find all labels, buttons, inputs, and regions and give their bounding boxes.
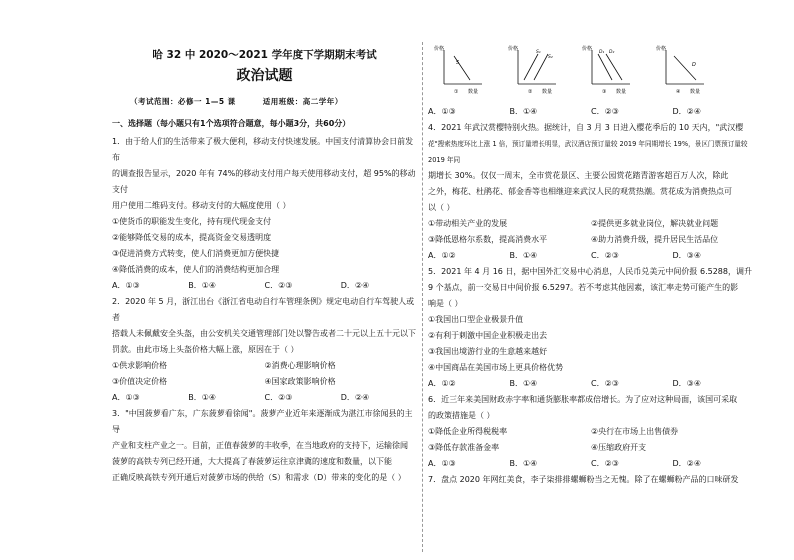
q5-item-4: ④中国商品在美国市场上更具价格优势 <box>428 363 564 372</box>
q2-options <box>112 390 417 406</box>
q1-options <box>112 278 417 294</box>
exam-grade: 适用班级：高二学年） <box>262 97 343 106</box>
q4-option-c[interactable]: C．②③ <box>591 251 619 260</box>
q5-option-c[interactable]: C．②③ <box>591 379 619 388</box>
q6-option-b[interactable]: B．①④ <box>509 459 538 468</box>
graph-1-xlabel: 数量 <box>468 89 479 95</box>
q4-stem-4: 之外，梅花、杜鹃花、郁金香等也相继迎来武汉人民的观赏热潮。赏花成为消费热点可 <box>428 187 732 196</box>
graph-4-xlabel: 数量 <box>690 89 701 95</box>
q1-stem-1: 1．由于给人们的生活带来了极大便利，移动支付快速发展。中国支付清算协会日前发布 <box>112 137 414 162</box>
q3-option-c[interactable]: C．②③ <box>591 107 619 116</box>
q3-option-d[interactable]: D．②④ <box>672 107 702 116</box>
q5-item-1: ①我国出口型企业极景升值 <box>428 315 524 324</box>
graph-3-svg <box>582 44 634 96</box>
q5-item-2: ②有利于刺激中国企业积极走出去 <box>428 331 548 340</box>
q2-option-c[interactable]: C．②③ <box>264 393 293 402</box>
graph-3-mark: ③ <box>602 89 607 95</box>
q2-option-d[interactable]: D．②④ <box>340 393 370 402</box>
q5-option-b[interactable]: B．①④ <box>509 379 538 388</box>
exam-meta <box>130 94 417 110</box>
q4-stem-5: 以（ ） <box>428 203 455 212</box>
graph-2-curve-2: S₂ <box>548 55 553 60</box>
exam-scope: （考试范围：必修一 1—5 课 <box>130 97 236 106</box>
graph-1-ylabel: 价格 <box>434 46 445 52</box>
q1-stem-2: 的调查报告显示，2020 年有 74%的移动支付用户每天使用移动支付，超 95%的移动支付 <box>112 169 416 194</box>
q4-option-b[interactable]: B．①④ <box>509 251 538 260</box>
question-6 <box>428 392 754 472</box>
q3-stem-1: 3．"中国菠萝看广东，广东菠萝看徐闻"。菠萝产业近年来逐渐成为湛江市徐闻县的主导 <box>112 409 413 434</box>
graph-1-mark: ① <box>454 89 459 95</box>
q6-item-4: ④压缩政府开支 <box>591 443 647 452</box>
q4-options <box>428 248 754 264</box>
q5-options <box>428 376 754 392</box>
question-4 <box>428 120 754 264</box>
q5-stem-2: 9 个基点，前一交易日中间价报 6.5297。若不考虑其他因素，该汇率走势可能产生的影 <box>428 283 739 292</box>
question-1 <box>112 134 417 294</box>
q2-items-row-1 <box>112 358 417 374</box>
q6-items-row-1 <box>428 424 754 440</box>
graph-3-ylabel: 价格 <box>582 46 593 52</box>
q7-stem: 7．盘点 2020 年网红美食，李子柒排排螺蛳粉当之无愧。除了在螺蛳粉产品的口味研发 <box>428 475 739 484</box>
q5-stem-1: 5．2021 年 4 月 16 日，据中国外汇交易中心消息，人民币兑美元中间价报 6.5288，调升 <box>428 267 752 276</box>
q4-item-3: ③降低恩格尔系数，提高消费水平 <box>428 235 548 244</box>
graph-2-curve-1: S₁ <box>536 50 541 55</box>
q6-item-1: ①降低企业所得税税率 <box>428 427 508 436</box>
q6-option-a[interactable]: A．①③ <box>428 459 456 468</box>
q6-items-row-2 <box>428 440 754 456</box>
graph-1-svg <box>434 44 486 96</box>
graph-4-ylabel: 价格 <box>656 46 667 52</box>
q6-stem-1: 6．近三年来美国财政赤字率和通货膨胀率都成倍增长。为了应对这种局面，该国可采取 <box>428 395 738 404</box>
graph-2-svg <box>508 44 560 96</box>
graph-1 <box>434 44 486 96</box>
graph-4 <box>656 44 708 96</box>
graph-4-svg <box>656 44 708 96</box>
q3-stem-3: 菠萝的高铁专列已经开通，大大提高了春菠萝运往京津冀的速度和数量，以下能 <box>112 457 392 466</box>
q3-stem-4: 正确反映高铁专列开通后对菠萝市场的供给（S）和需求（D）带来的变化的是（ ） <box>112 473 406 482</box>
q3-option-b[interactable]: B．①④ <box>509 107 538 116</box>
q3-options <box>428 104 754 120</box>
q4-option-d[interactable]: D．③④ <box>672 251 702 260</box>
q2-option-b[interactable]: B．①④ <box>188 393 217 402</box>
q2-stem-1: 2．2020 年 5 月，浙江出台《浙江省电动自行车管理条例》规定电动自行车驾驶人或者 <box>112 297 415 322</box>
q5-item-3: ③我国出境游行业的生意越来越好 <box>428 347 548 356</box>
q1-option-a[interactable]: A．①③ <box>112 281 140 290</box>
q4-stem-1: 4．2021 年武汉赏樱特别火热。据统计，自 3 月 3 日进入樱花季后的 10 天内，"武汉樱 <box>428 123 744 132</box>
section-heading: 一、选择题（每小题只有1个选项符合题意，每小题3分，共60分） <box>112 119 351 128</box>
q5-option-d[interactable]: D．③④ <box>672 379 702 388</box>
q4-item-2: ②提供更多就业岗位，解决就业问题 <box>591 219 719 228</box>
right-column <box>428 40 754 488</box>
q6-item-3: ③降低存款准备金率 <box>428 443 500 452</box>
q1-item-1: ①使货币的职能发生变化，持有现代现金支付 <box>112 217 272 226</box>
graph-1-curve: S <box>456 60 460 66</box>
q2-item-1: ①供求影响价格 <box>112 361 168 370</box>
q1-item-3: ③促进消费方式转变，使人们消费更加方便快捷 <box>112 249 280 258</box>
q2-option-a[interactable]: A．①③ <box>112 393 140 402</box>
question-3 <box>112 406 417 486</box>
q2-stem-3: 罚款。由此市场上头盔价格大幅上涨，原因在于（ ） <box>112 345 299 354</box>
subject-title: 政治试题 <box>236 68 293 84</box>
q4-item-1: ①带动相关产业的发展 <box>428 219 508 228</box>
q6-stem-2: 的政策措施是（ ） <box>428 411 495 420</box>
q6-option-d[interactable]: D．②④ <box>672 459 702 468</box>
q4-option-a[interactable]: A．①② <box>428 251 456 260</box>
graph-3 <box>582 44 634 96</box>
q2-items-row-2 <box>112 374 417 390</box>
q4-items-row-1 <box>428 216 754 232</box>
graph-4-curve: D <box>692 62 696 68</box>
supply-demand-graphs <box>434 44 754 100</box>
q1-item-4: ④降低消费的成本，使人们的消费结构更加合理 <box>112 265 280 274</box>
q1-option-c[interactable]: C．②③ <box>264 281 293 290</box>
graph-2-ylabel: 价格 <box>508 46 519 52</box>
graph-2-mark: ② <box>528 89 533 95</box>
q5-stem-3: 响是（ ） <box>428 299 463 308</box>
question-5 <box>428 264 754 392</box>
exam-title: 哈 32 中 2020～2021 学年度下学期期末考试 <box>152 49 377 61</box>
q2-item-3: ③价值决定价格 <box>112 377 168 386</box>
q4-items-row-2 <box>428 232 754 248</box>
q2-stem-2: 搭载人未佩戴安全头盔，由公安机关交通管理部门处以警告或者二十元以上五十元以下 <box>112 329 416 338</box>
q1-option-d[interactable]: D．②④ <box>340 281 370 290</box>
q1-item-2: ②能够降低交易的成本，提高资金交易透明度 <box>112 233 272 242</box>
q2-item-2: ②消费心理影响价格 <box>264 361 336 370</box>
graph-4-mark: ④ <box>676 89 681 95</box>
q4-stem-2: 花"搜索热度环比上涨 1 倍，预订量增长明显，武汉酒店预订量较 2019 年同期增长 19%，景区门票预订量较 2019 年同 <box>428 140 748 164</box>
graph-2-xlabel: 数量 <box>542 89 553 95</box>
q6-options <box>428 456 754 472</box>
graph-2 <box>508 44 560 96</box>
q3-option-a[interactable]: A．①③ <box>428 107 456 116</box>
q4-stem-3: 期增长 30%。仅仅一周末，全市赏花景区、主要公园赏花踏青游客超百万人次，除此 <box>428 171 729 180</box>
q3-stem-2: 产业和支柱产业之一。目前，正值春菠萝的丰收季，在当地政府的支持下，运输徐闻 <box>112 441 408 450</box>
column-divider <box>422 42 423 552</box>
q4-item-4: ④助力消费升级，提升居民生活品位 <box>591 235 719 244</box>
left-column <box>112 40 417 486</box>
graph-3-xlabel: 数量 <box>616 89 627 95</box>
question-2 <box>112 294 417 406</box>
graph-3-curve-2: D₂ <box>609 50 615 55</box>
q2-item-4: ④国家政策影响价格 <box>264 377 336 386</box>
q1-option-b[interactable]: B．①④ <box>188 281 217 290</box>
q6-option-c[interactable]: C．②③ <box>591 459 619 468</box>
q5-option-a[interactable]: A．①② <box>428 379 456 388</box>
q1-stem-3: 用户使用二维码支付。移动支付的大幅度使用（ ） <box>112 201 291 210</box>
graph-3-curve-1: D₁ <box>599 50 605 55</box>
q6-item-2: ②央行在市场上出售债券 <box>591 427 679 436</box>
